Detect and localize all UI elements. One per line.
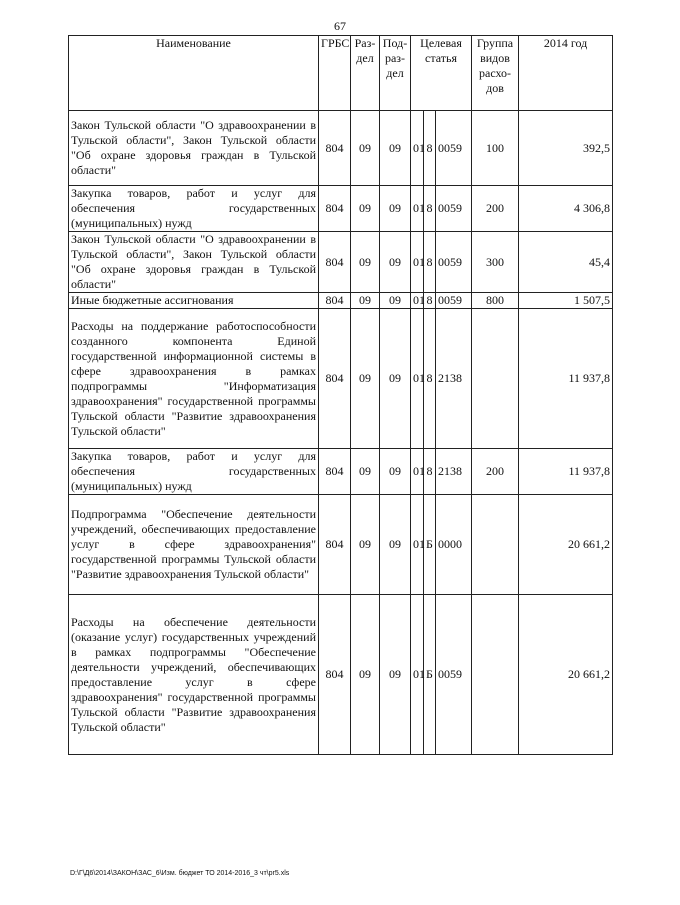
row-amount-2014: 20 661,2 xyxy=(519,595,613,755)
row-podrazdel: 09 xyxy=(380,111,411,186)
row-razdel: 09 xyxy=(351,309,380,449)
row-grbs: 804 xyxy=(319,186,351,232)
row-grbs: 804 xyxy=(319,309,351,449)
row-grbs: 804 xyxy=(319,449,351,495)
row-razdel: 09 xyxy=(351,111,380,186)
row-podrazdel: 09 xyxy=(380,449,411,495)
table-row xyxy=(69,309,613,449)
row-target-part1: 01 xyxy=(411,293,424,309)
table-row xyxy=(69,495,613,595)
row-name: Закупка товаров, работ и услуг для обеспечения государственных (муниципальных) нужд xyxy=(69,449,319,495)
row-razdel: 09 xyxy=(351,449,380,495)
header-podrazdel: Под- раз- дел xyxy=(380,36,411,111)
row-razdel: 09 xyxy=(351,595,380,755)
row-amount-2014: 11 937,8 xyxy=(519,449,613,495)
row-name: Закупка товаров, работ и услуг для обеспечения государственных (муниципальных) нужд xyxy=(69,186,319,232)
row-target-part2: 8 xyxy=(424,309,436,449)
table-row xyxy=(69,595,613,755)
row-grbs: 804 xyxy=(319,232,351,293)
header-razdel: Раз- дел xyxy=(351,36,380,111)
row-amount-2014: 4 306,8 xyxy=(519,186,613,232)
row-target-part3: 0059 xyxy=(436,111,472,186)
header-expense-group: Группа видов расхо- дов xyxy=(472,36,519,111)
row-amount-2014: 45,4 xyxy=(519,232,613,293)
row-expense-group: 200 xyxy=(472,449,519,495)
row-target-part2: 8 xyxy=(424,111,436,186)
row-name: Подпрограмма "Обеспечение деятельности учреждений, обеспечивающих предоставление услуг в сфере здравоохранения" государственной программы Тульской области "Развитие здравоохранения Тульской области" xyxy=(69,495,319,595)
header-row xyxy=(69,36,613,111)
table-row xyxy=(69,111,613,186)
table-row xyxy=(69,186,613,232)
header-name: Наименование xyxy=(69,36,319,111)
header-grbs: ГРБС xyxy=(319,36,351,111)
row-target-part1: 01 xyxy=(411,111,424,186)
row-target-part3: 2138 xyxy=(436,309,472,449)
row-name: Расходы на обеспечение деятельности (оказание услуг) государственных учреждений в рамках подпрограммы "Обеспечение деятельности учреждений, обеспечивающих предоставление услуг в сфере здравоохранения" государственной программы Тульской области "Развитие здравоохранения Тульской области" xyxy=(69,595,319,755)
row-grbs: 804 xyxy=(319,111,351,186)
row-grbs: 804 xyxy=(319,293,351,309)
header-year-2014: 2014 год xyxy=(519,36,613,111)
row-amount-2014: 1 507,5 xyxy=(519,293,613,309)
row-expense-group: 100 xyxy=(472,111,519,186)
row-name: Закон Тульской области "О здравоохранении в Тульской области", Закон Тульской области "Об охране здоровья граждан в Тульской области" xyxy=(69,111,319,186)
row-podrazdel: 09 xyxy=(380,186,411,232)
row-podrazdel: 09 xyxy=(380,595,411,755)
row-amount-2014: 20 661,2 xyxy=(519,495,613,595)
row-expense-group: 300 xyxy=(472,232,519,293)
row-expense-group xyxy=(472,309,519,449)
row-podrazdel: 09 xyxy=(380,293,411,309)
file-path-footer: D:\Г\Д6\2014\ЗАКОН\ЗАС_6\Изм. бюджет ТО 2014-2016_3 чт\pr5.xls xyxy=(70,870,290,877)
row-razdel: 09 xyxy=(351,495,380,595)
row-razdel: 09 xyxy=(351,232,380,293)
row-razdel: 09 xyxy=(351,293,380,309)
row-target-part1: 01 xyxy=(411,495,424,595)
row-target-part2: 8 xyxy=(424,293,436,309)
row-target-part2: 8 xyxy=(424,232,436,293)
row-name: Расходы на поддержание работоспособности созданного компонента Единой государственной информационной системы в сфере здравоохранения в рамках подпрограммы "Информатизация здравоохранения" государственной программы Тульской области "Развитие здравоохранения Тульской области" xyxy=(69,309,319,449)
row-target-part1: 01 xyxy=(411,309,424,449)
row-grbs: 804 xyxy=(319,495,351,595)
row-amount-2014: 11 937,8 xyxy=(519,309,613,449)
row-target-part2: Б xyxy=(424,595,436,755)
row-grbs: 804 xyxy=(319,595,351,755)
row-target-part2: 8 xyxy=(424,449,436,495)
row-target-part1: 01 xyxy=(411,449,424,495)
row-target-part3: 0059 xyxy=(436,232,472,293)
budget-table xyxy=(68,35,613,755)
row-target-part1: 01 xyxy=(411,232,424,293)
row-target-part1: 01 xyxy=(411,595,424,755)
row-expense-group: 200 xyxy=(472,186,519,232)
row-target-part2: Б xyxy=(424,495,436,595)
row-podrazdel: 09 xyxy=(380,495,411,595)
row-target-part2: 8 xyxy=(424,186,436,232)
row-name: Закон Тульской области "О здравоохранении в Тульской области", Закон Тульской области "Об охране здоровья граждан в Тульской области" xyxy=(69,232,319,293)
row-podrazdel: 09 xyxy=(380,232,411,293)
row-expense-group: 800 xyxy=(472,293,519,309)
row-target-part3: 0059 xyxy=(436,595,472,755)
row-amount-2014: 392,5 xyxy=(519,111,613,186)
page-number: 67 xyxy=(334,19,346,33)
header-target-article: Целевая статья xyxy=(411,36,472,111)
table-row xyxy=(69,293,613,309)
table-row xyxy=(69,232,613,293)
row-target-part3: 0059 xyxy=(436,186,472,232)
row-target-part3: 0059 xyxy=(436,293,472,309)
row-target-part3: 0000 xyxy=(436,495,472,595)
table-row xyxy=(69,449,613,495)
row-podrazdel: 09 xyxy=(380,309,411,449)
row-name: Иные бюджетные ассигнования xyxy=(69,293,319,309)
row-expense-group xyxy=(472,595,519,755)
row-razdel: 09 xyxy=(351,186,380,232)
row-expense-group xyxy=(472,495,519,595)
row-target-part3: 2138 xyxy=(436,449,472,495)
row-target-part1: 01 xyxy=(411,186,424,232)
